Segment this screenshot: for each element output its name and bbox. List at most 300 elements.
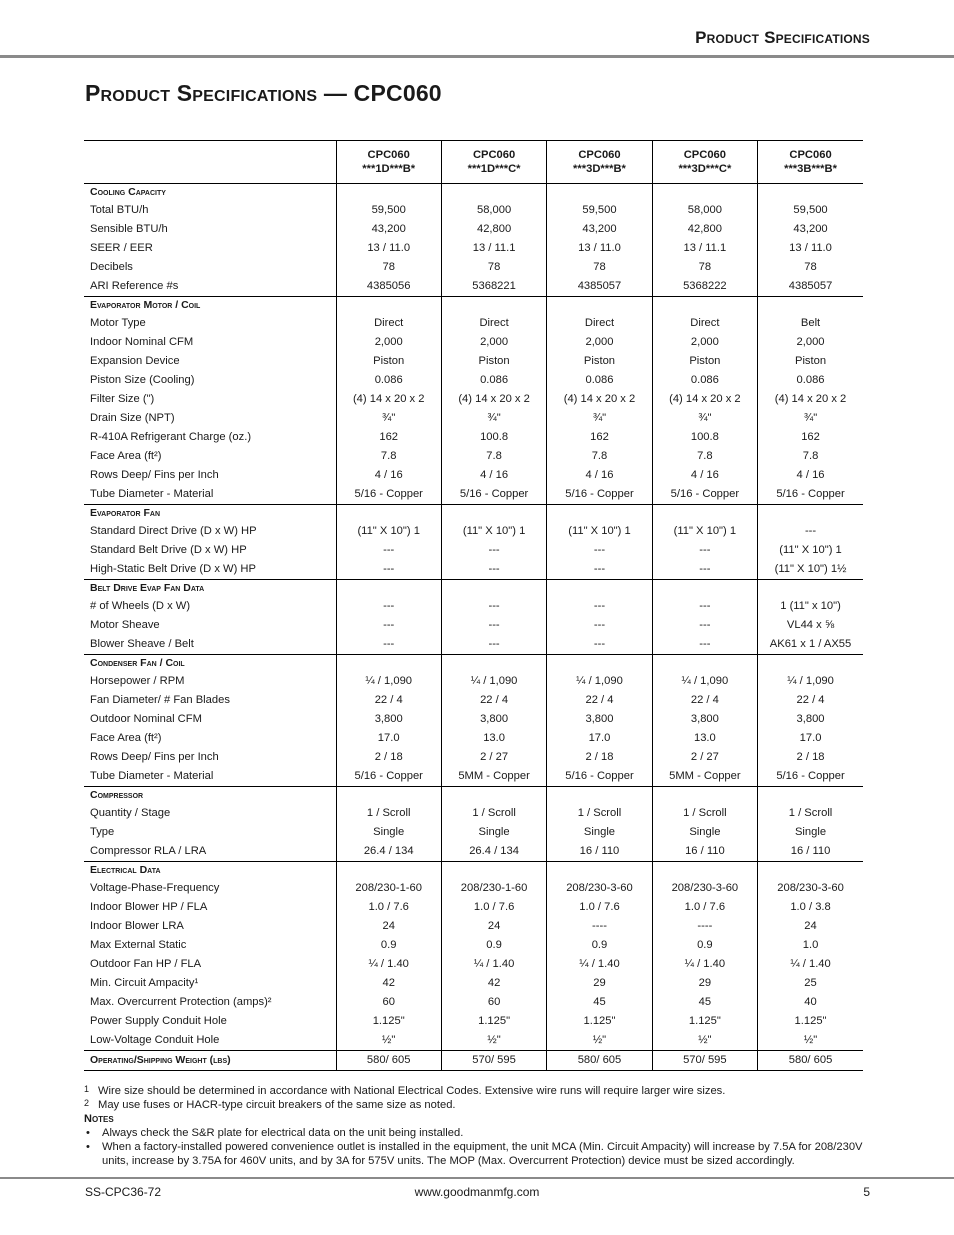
table-row	[84, 258, 863, 277]
cell-value: ---	[547, 541, 652, 560]
cell-value: 3,800	[758, 710, 863, 729]
row-label: Face Area (ft²)	[90, 732, 162, 744]
cell-value: Single	[652, 823, 757, 842]
cell-value: 2 / 18	[547, 748, 652, 767]
cell-value: ---	[336, 541, 441, 560]
cell-value: Belt	[758, 314, 863, 333]
row-label: Face Area (ft²)	[90, 450, 162, 462]
cell-value: ½"	[336, 1031, 441, 1051]
cell-value: AK61 x 1 / AX55	[758, 635, 863, 655]
row-label: Quantity / Stage	[90, 807, 171, 819]
row-label: Sensible BTU/h	[90, 223, 168, 235]
cell-value: 26.4 / 134	[441, 842, 546, 862]
cell-value: 1 / Scroll	[336, 804, 441, 823]
cell-value: ---	[547, 635, 652, 655]
cell-value: 5/16 - Copper	[758, 485, 863, 505]
table-row	[84, 447, 863, 466]
cell-value: ---	[652, 541, 757, 560]
cell-value: 162	[547, 428, 652, 447]
section-header-row	[84, 655, 863, 673]
cell-value: 1 / Scroll	[758, 804, 863, 823]
cell-value: 208/230-1-60	[441, 879, 546, 898]
cell-value: 13.0	[652, 729, 757, 748]
cell-value: 2 / 27	[652, 748, 757, 767]
cell-value: 1.0 / 7.6	[336, 898, 441, 917]
row-label: Motor Sheave	[90, 619, 160, 631]
footnote: 1 Wire size should be determined in accordance with National Electrical Codes. Extensive wire runs will require larger wire sizes.	[84, 1084, 726, 1097]
cell-value: 1.125"	[547, 1012, 652, 1031]
cell-value: 1.0 / 3.8	[758, 898, 863, 917]
cell-value: Direct	[547, 314, 652, 333]
cell-value: ½"	[547, 1031, 652, 1051]
table-row	[84, 974, 863, 993]
cell-value: 1.0	[758, 936, 863, 955]
cell-value: ½"	[652, 1031, 757, 1051]
cell-value: 78	[758, 258, 863, 277]
cell-value: 0.086	[758, 371, 863, 390]
cell-value: 4 / 16	[441, 466, 546, 485]
cell-value: 5/16 - Copper	[547, 485, 652, 505]
cell-value: 1 (11" x 10")	[758, 597, 863, 616]
section-title: Belt Drive Evap Fan Data	[90, 582, 205, 594]
page-title: Product Specifications — CPC060	[85, 80, 442, 106]
cell-value: 0.9	[441, 936, 546, 955]
cell-value: Direct	[652, 314, 757, 333]
table-row	[84, 277, 863, 297]
table-row	[84, 541, 863, 560]
cell-value: 43,200	[758, 220, 863, 239]
cell-value: 58,000	[441, 201, 546, 220]
cell-value: 22 / 4	[758, 691, 863, 710]
cell-value: ----	[547, 917, 652, 936]
table-row	[84, 333, 863, 352]
row-label: Voltage-Phase-Frequency	[90, 882, 220, 894]
cell-value: ---	[336, 560, 441, 580]
table-row	[84, 842, 863, 862]
table-row	[84, 710, 863, 729]
cell-value: 42	[336, 974, 441, 993]
cell-value: 5/16 - Copper	[336, 485, 441, 505]
cell-value: 16 / 110	[758, 842, 863, 862]
cell-value: 5368222	[652, 277, 757, 297]
cell-value: 60	[441, 993, 546, 1012]
cell-value: 4 / 16	[547, 466, 652, 485]
table-row	[84, 767, 863, 787]
cell-value: Single	[441, 823, 546, 842]
cell-value: 7.8	[652, 447, 757, 466]
table-row	[84, 466, 863, 485]
cell-value: 22 / 4	[441, 691, 546, 710]
section-header-row	[84, 787, 863, 805]
row-label: Horsepower / RPM	[90, 675, 185, 687]
table-row	[84, 691, 863, 710]
cell-value: 1 / Scroll	[441, 804, 546, 823]
cell-value: 1.125"	[441, 1012, 546, 1031]
cell-value: 45	[547, 993, 652, 1012]
cell-value: ---	[336, 616, 441, 635]
cell-value: 5/16 - Copper	[652, 485, 757, 505]
footnotes	[84, 1084, 863, 1168]
cell-value: Single	[758, 823, 863, 842]
cell-value: ---	[441, 560, 546, 580]
cell-value: 208/230-3-60	[547, 879, 652, 898]
cell-value: 4 / 16	[652, 466, 757, 485]
cell-value: 580/ 605	[758, 1051, 863, 1071]
cell-value: ½"	[758, 1031, 863, 1051]
cell-value: Piston	[441, 352, 546, 371]
cell-value: 5368221	[441, 277, 546, 297]
cell-value: 42,800	[441, 220, 546, 239]
cell-value: 42	[441, 974, 546, 993]
header-rule	[0, 55, 954, 58]
row-label: Type	[90, 826, 115, 838]
row-label: Outdoor Fan HP / FLA	[90, 958, 202, 970]
cell-value: Direct	[441, 314, 546, 333]
table-row	[84, 239, 863, 258]
cell-value: 7.8	[547, 447, 652, 466]
row-label: Drain Size (NPT)	[90, 412, 175, 424]
cell-value: 1.125"	[336, 1012, 441, 1031]
section-title: Evaporator Motor / Coil	[90, 299, 201, 311]
cell-value: 16 / 110	[652, 842, 757, 862]
footer-rule	[0, 1177, 954, 1179]
cell-value: 5MM - Copper	[652, 767, 757, 787]
table-row	[84, 371, 863, 390]
footer-website: www.goodmanmfg.com	[414, 1185, 540, 1199]
cell-value: ---	[441, 616, 546, 635]
section-title: Compressor	[90, 789, 144, 801]
spec-table	[84, 140, 863, 1071]
cell-value: 162	[336, 428, 441, 447]
cell-value: 1 / Scroll	[652, 804, 757, 823]
cell-value: (11" X 10") 1	[652, 522, 757, 541]
spec-table-body	[84, 184, 863, 1071]
section-title: Electrical Data	[90, 864, 161, 876]
table-row	[84, 635, 863, 655]
cell-value: ¼ / 1,090	[441, 672, 546, 691]
row-label: Indoor Nominal CFM	[90, 336, 194, 348]
cell-value: 3,800	[336, 710, 441, 729]
cell-value: (11" X 10") 1	[336, 522, 441, 541]
section-header-row	[84, 862, 863, 880]
section-title: Condenser Fan / Coil	[90, 657, 185, 669]
cell-value: 580/ 605	[336, 1051, 441, 1071]
cell-value: 1 / Scroll	[547, 804, 652, 823]
cell-value: 4385057	[547, 277, 652, 297]
cell-value: 1.125"	[758, 1012, 863, 1031]
cell-value: Piston	[547, 352, 652, 371]
cell-value: (11" X 10") 1	[441, 522, 546, 541]
cell-value: ¼ / 1,090	[758, 672, 863, 691]
row-label: Indoor Blower HP / FLA	[90, 901, 208, 913]
row-label: Fan Diameter/ # Fan Blades	[90, 694, 230, 706]
cell-value: 16 / 110	[547, 842, 652, 862]
row-label: Expansion Device	[90, 355, 180, 367]
column-header: CPC060 ***1D***C*	[441, 141, 546, 184]
table-row	[84, 823, 863, 842]
table-row	[84, 597, 863, 616]
cell-value: ---	[652, 597, 757, 616]
row-label: Rows Deep/ Fins per Inch	[90, 751, 219, 763]
section-header-row	[84, 580, 863, 598]
cell-value: 4 / 16	[336, 466, 441, 485]
row-label: Outdoor Nominal CFM	[90, 713, 202, 725]
cell-value: ¾"	[547, 409, 652, 428]
cell-value: 570/ 595	[652, 1051, 757, 1071]
cell-value: 45	[652, 993, 757, 1012]
row-label: Decibels	[90, 261, 133, 273]
cell-value: 0.086	[652, 371, 757, 390]
row-label: Total BTU/h	[90, 204, 149, 216]
table-row	[84, 1012, 863, 1031]
table-row	[84, 1031, 863, 1051]
row-label: R-410A Refrigerant Charge (oz.)	[90, 431, 252, 443]
cell-value: ¼ / 1.40	[652, 955, 757, 974]
table-header-row	[84, 141, 863, 184]
row-label: SEER / EER	[90, 242, 153, 254]
row-label: ARI Reference #s	[84, 277, 336, 297]
cell-value: 1.0 / 7.6	[547, 898, 652, 917]
cell-value: 162	[758, 428, 863, 447]
cell-value: 24	[441, 917, 546, 936]
cell-value: VL44 x ⅝	[758, 616, 863, 635]
row-label: Low-Voltage Conduit Hole	[84, 1031, 336, 1051]
cell-value: 7.8	[336, 447, 441, 466]
cell-value: ¾"	[441, 409, 546, 428]
table-row	[84, 879, 863, 898]
cell-value: 17.0	[547, 729, 652, 748]
row-label: Max. Overcurrent Protection (amps)²	[90, 996, 272, 1008]
cell-value: ¼ / 1,090	[336, 672, 441, 691]
section-title: Evaporator Fan	[90, 507, 161, 519]
cell-value: 208/230-1-60	[336, 879, 441, 898]
row-label: Tube Diameter - Material	[84, 485, 336, 505]
cell-value: Single	[547, 823, 652, 842]
section-header-row	[84, 505, 863, 523]
cell-value: 60	[336, 993, 441, 1012]
notes-heading: Notes	[84, 1113, 114, 1125]
cell-value: 40	[758, 993, 863, 1012]
cell-value: 208/230-3-60	[758, 879, 863, 898]
cell-value: 0.9	[547, 936, 652, 955]
cell-value: ---	[758, 522, 863, 541]
row-label: Operating/Shipping Weight (lbs)	[84, 1051, 336, 1071]
cell-value: 5/16 - Copper	[547, 767, 652, 787]
table-row	[84, 993, 863, 1012]
cell-value: ---	[652, 635, 757, 655]
section-header-row	[84, 297, 863, 315]
cell-value: 3,800	[547, 710, 652, 729]
cell-value: (4) 14 x 20 x 2	[547, 390, 652, 409]
cell-value: ¼ / 1.40	[441, 955, 546, 974]
header-section-title: Product Specifications	[695, 28, 870, 47]
row-label: Tube Diameter - Material	[84, 767, 336, 787]
table-row	[84, 936, 863, 955]
cell-value: ---	[336, 597, 441, 616]
row-label: Min. Circuit Ampacity¹	[90, 977, 199, 989]
cell-value: ¼ / 1,090	[547, 672, 652, 691]
table-row	[84, 729, 863, 748]
cell-value: 24	[758, 917, 863, 936]
cell-value: 5/16 - Copper	[758, 767, 863, 787]
header-blank-cell	[84, 141, 336, 184]
table-row	[84, 485, 863, 505]
cell-value: ---	[547, 616, 652, 635]
cell-value: 78	[547, 258, 652, 277]
table-row	[84, 560, 863, 580]
cell-value: (4) 14 x 20 x 2	[758, 390, 863, 409]
bullet-icon: •	[86, 1127, 90, 1139]
bullet-icon: •	[86, 1141, 90, 1153]
cell-value: 2,000	[441, 333, 546, 352]
column-header: CPC060 ***3D***C*	[652, 141, 757, 184]
note-item: • Always check the S&R plate for electrical data on the unit being installed.	[86, 1127, 464, 1139]
row-label: Motor Type	[90, 317, 146, 329]
table-row	[84, 220, 863, 239]
table-row	[84, 314, 863, 333]
cell-value: 208/230-3-60	[652, 879, 757, 898]
cell-value: ---	[441, 635, 546, 655]
cell-value: ¼ / 1.40	[336, 955, 441, 974]
cell-value: 2,000	[758, 333, 863, 352]
cell-value: Piston	[652, 352, 757, 371]
cell-value: 58,000	[652, 201, 757, 220]
cell-value: 22 / 4	[336, 691, 441, 710]
cell-value: 0.9	[336, 936, 441, 955]
cell-value: 42,800	[652, 220, 757, 239]
cell-value: 59,500	[336, 201, 441, 220]
cell-value: (11" X 10") 1	[547, 522, 652, 541]
cell-value: ---	[336, 635, 441, 655]
cell-value: (11" X 10") 1½	[758, 560, 863, 580]
footer-doc-id: SS-CPC36-72	[85, 1185, 162, 1199]
cell-value: 7.8	[441, 447, 546, 466]
table-row	[84, 428, 863, 447]
table-row	[84, 522, 863, 541]
cell-value: 580/ 605	[547, 1051, 652, 1071]
cell-value: 2 / 18	[758, 748, 863, 767]
cell-value: 17.0	[336, 729, 441, 748]
cell-value: 5MM - Copper	[441, 767, 546, 787]
table-row	[84, 748, 863, 767]
column-header: CPC060 ***3B***B*	[758, 141, 863, 184]
cell-value: 25	[758, 974, 863, 993]
cell-value: Piston	[336, 352, 441, 371]
table-row	[84, 409, 863, 428]
cell-value: ---	[441, 541, 546, 560]
cell-value: 13 / 11.0	[336, 239, 441, 258]
cell-value: (4) 14 x 20 x 2	[652, 390, 757, 409]
cell-value: 100.8	[652, 428, 757, 447]
cell-value: 17.0	[758, 729, 863, 748]
row-label: Piston Size (Cooling)	[90, 374, 195, 386]
cell-value: 3,800	[441, 710, 546, 729]
cell-value: (11" X 10") 1	[758, 541, 863, 560]
cell-value: 3,800	[652, 710, 757, 729]
row-label: Max External Static	[90, 939, 187, 951]
note-item: • When a factory-installed powered convenience outlet is installed in the equipment, the unit MCA (Min. Circuit Ampacity) will increase by 7.5A for 208/230V units, increase by 3.75A for 460V units, and by 3A for 575V units. The MOP (Max. Overcurrent Protection) device must be sized accordingly.	[86, 1141, 863, 1167]
cell-value: 24	[336, 917, 441, 936]
cell-value: ¾"	[758, 409, 863, 428]
cell-value: 78	[336, 258, 441, 277]
cell-value: Single	[336, 823, 441, 842]
cell-value: 0.086	[336, 371, 441, 390]
cell-value: 13 / 11.0	[758, 239, 863, 258]
cell-value: 29	[547, 974, 652, 993]
cell-value: 22 / 4	[652, 691, 757, 710]
cell-value: 22 / 4	[547, 691, 652, 710]
table-row	[84, 917, 863, 936]
cell-value: (4) 14 x 20 x 2	[336, 390, 441, 409]
cell-value: 5/16 - Copper	[441, 485, 546, 505]
row-label: Rows Deep/ Fins per Inch	[90, 469, 219, 481]
row-label: Power Supply Conduit Hole	[90, 1015, 227, 1027]
cell-value: 78	[652, 258, 757, 277]
cell-value: ----	[652, 917, 757, 936]
cell-value: ¾"	[652, 409, 757, 428]
cell-value: 2,000	[547, 333, 652, 352]
footer-page-number: 5	[863, 1185, 870, 1199]
cell-value: 570/ 595	[441, 1051, 546, 1071]
row-label: Filter Size (")	[90, 393, 155, 405]
cell-value: 2 / 18	[336, 748, 441, 767]
cell-value: 2,000	[336, 333, 441, 352]
section-title: Cooling Capacity	[90, 186, 166, 198]
cell-value: 4385056	[336, 277, 441, 297]
cell-value: 5/16 - Copper	[336, 767, 441, 787]
column-header: CPC060 ***1D***B*	[336, 141, 441, 184]
row-label: Indoor Blower LRA	[90, 920, 184, 932]
cell-value: 0.086	[547, 371, 652, 390]
cell-value: 1.0 / 7.6	[441, 898, 546, 917]
cell-value: 0.9	[652, 936, 757, 955]
row-label: Blower Sheave / Belt	[84, 635, 336, 655]
cell-value: 4 / 16	[758, 466, 863, 485]
cell-value: 13 / 11.1	[441, 239, 546, 258]
section-header-row	[84, 184, 863, 202]
cell-value: 0.086	[441, 371, 546, 390]
table-row	[84, 616, 863, 635]
cell-value: ¼ / 1.40	[758, 955, 863, 974]
cell-value: 59,500	[547, 201, 652, 220]
row-label: # of Wheels (D x W)	[90, 600, 191, 612]
row-label: Standard Direct Drive (D x W) HP	[90, 525, 257, 537]
cell-value: Piston	[758, 352, 863, 371]
cell-value: 43,200	[336, 220, 441, 239]
cell-value: 43,200	[547, 220, 652, 239]
cell-value: ¼ / 1.40	[547, 955, 652, 974]
table-row	[84, 201, 863, 220]
column-header: CPC060 ***3D***B*	[547, 141, 652, 184]
table-row	[84, 898, 863, 917]
cell-value: 1.0 / 7.6	[652, 898, 757, 917]
cell-value: 13 / 11.1	[652, 239, 757, 258]
cell-value: ---	[441, 597, 546, 616]
row-label: Compressor RLA / LRA	[84, 842, 336, 862]
table-row	[84, 390, 863, 409]
footnote: 2 May use fuses or HACR-type circuit breakers of the same size as noted.	[84, 1098, 456, 1111]
cell-value: 29	[652, 974, 757, 993]
cell-value: ½"	[441, 1031, 546, 1051]
table-row	[84, 352, 863, 371]
cell-value: 7.8	[758, 447, 863, 466]
cell-value: Direct	[336, 314, 441, 333]
cell-value: 26.4 / 134	[336, 842, 441, 862]
cell-value: ¾"	[336, 409, 441, 428]
cell-value: (4) 14 x 20 x 2	[441, 390, 546, 409]
cell-value: 13.0	[441, 729, 546, 748]
table-row	[84, 955, 863, 974]
